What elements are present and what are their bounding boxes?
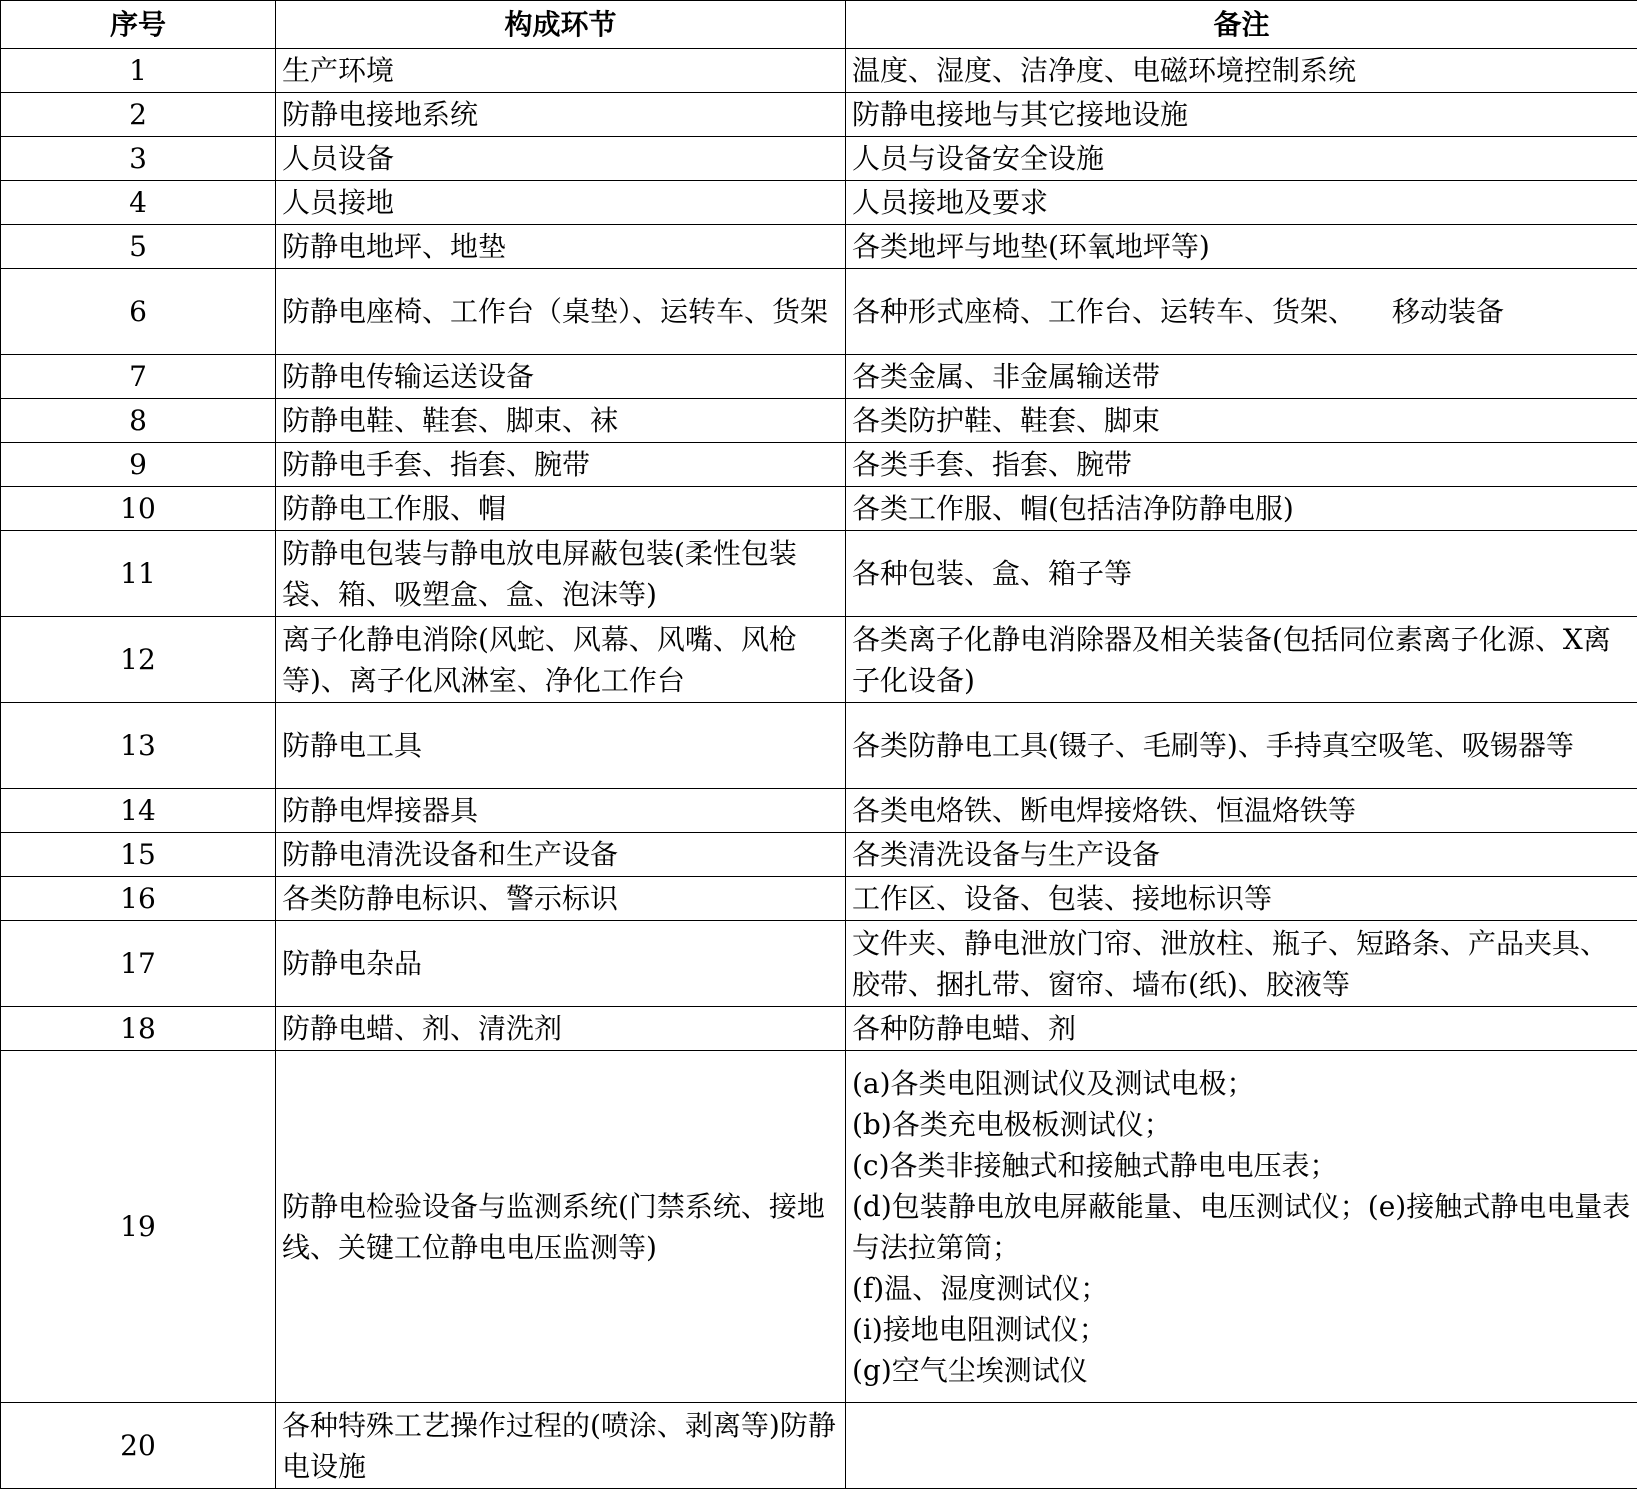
row-note: 各种防静电蜡、剂 [846, 1007, 1637, 1051]
row-note: 各类地坪与地垫(环氧地坪等) [846, 225, 1637, 269]
table-row [1, 137, 1637, 181]
table-row [1, 181, 1637, 225]
table-row [1, 1403, 1637, 1489]
row-note [846, 1051, 1637, 1403]
row-number: 7 [1, 355, 276, 399]
row-part: 防静电地坪、地垫 [276, 225, 846, 269]
row-part: 生产环境 [276, 49, 846, 93]
note-line: (i)接地电阻测试仪； [852, 1312, 1107, 1346]
note-line: (a)各类电阻测试仪及测试电极； [852, 1066, 1255, 1100]
header-part: 构成环节 [276, 1, 846, 49]
table-row [1, 921, 1637, 1007]
row-note: 防静电接地与其它接地设施 [846, 93, 1637, 137]
row-part: 防静电焊接器具 [276, 789, 846, 833]
row-note: 各种包装、盒、箱子等 [846, 531, 1637, 617]
table-row [1, 355, 1637, 399]
table-row [1, 49, 1637, 93]
row-note: 各类金属、非金属输送带 [846, 355, 1637, 399]
table-row [1, 703, 1637, 789]
row-part: 防静电蜡、剂、清洗剂 [276, 1007, 846, 1051]
note-line: (g)空气尘埃测试仪 [852, 1353, 1088, 1387]
row-note [846, 269, 1637, 355]
table-row [1, 269, 1637, 355]
table-row [1, 833, 1637, 877]
note-line: (f)温、湿度测试仪； [852, 1271, 1109, 1305]
row-number: 15 [1, 833, 276, 877]
row-note: 各类电烙铁、断电焊接烙铁、恒温烙铁等 [846, 789, 1637, 833]
row-note: 各类防静电工具(镊子、毛刷等)、手持真空吸笔、吸锡器等 [846, 703, 1637, 789]
row-number: 14 [1, 789, 276, 833]
row-number: 16 [1, 877, 276, 921]
row-number: 1 [1, 49, 276, 93]
table-row [1, 789, 1637, 833]
row-part: 各类防静电标识、警示标识 [276, 877, 846, 921]
row-part: 防静电工作服、帽 [276, 487, 846, 531]
row-note: 各类工作服、帽(包括洁净防静电服) [846, 487, 1637, 531]
row-number: 11 [1, 531, 276, 617]
row-note [846, 1403, 1637, 1489]
row-part: 各种特殊工艺操作过程的(喷涂、剥离等)防静电设施 [276, 1403, 846, 1489]
row-number: 12 [1, 617, 276, 703]
row-part: 防静电杂品 [276, 921, 846, 1007]
row-note: 工作区、设备、包装、接地标识等 [846, 877, 1637, 921]
note-line: (c)各类非接触式和接触式静电电压表； [852, 1148, 1338, 1182]
row-number: 18 [1, 1007, 276, 1051]
table-row [1, 225, 1637, 269]
row-number: 8 [1, 399, 276, 443]
row-part: 防静电检验设备与监测系统(门禁系统、接地线、关键工位静电电压监测等) [276, 1051, 846, 1403]
row-number: 10 [1, 487, 276, 531]
row-number: 3 [1, 137, 276, 181]
row-part: 离子化静电消除(风蛇、风幕、风嘴、风枪等)、离子化风淋室、净化工作台 [276, 617, 846, 703]
row-part: 防静电包装与静电放电屏蔽包装(柔性包装袋、箱、吸塑盒、盒、泡沫等) [276, 531, 846, 617]
row-note: 各类离子化静电消除器及相关装备(包括同位素离子化源、X离子化设备) [846, 617, 1637, 703]
row-part: 防静电鞋、鞋套、脚束、袜 [276, 399, 846, 443]
row-note-text: 各种形式座椅、工作台、运转车、货架、 [852, 295, 1357, 328]
row-part: 防静电接地系统 [276, 93, 846, 137]
row-part: 防静电传输运送设备 [276, 355, 846, 399]
row-note: 温度、湿度、洁净度、电磁环境控制系统 [846, 49, 1637, 93]
row-number: 4 [1, 181, 276, 225]
row-part: 防静电手套、指套、腕带 [276, 443, 846, 487]
header-note: 备注 [846, 1, 1637, 49]
row-part: 人员接地 [276, 181, 846, 225]
row-number: 19 [1, 1051, 276, 1403]
table-row [1, 617, 1637, 703]
row-part: 防静电清洗设备和生产设备 [276, 833, 846, 877]
row-note: 各类手套、指套、腕带 [846, 443, 1637, 487]
table-row [1, 443, 1637, 487]
row-note: 文件夹、静电泄放门帘、泄放柱、瓶子、短路条、产品夹具、胶带、捆扎带、窗帘、墙布(纸)、胶液等 [846, 921, 1637, 1007]
table-row [1, 93, 1637, 137]
table-row [1, 399, 1637, 443]
table-row [1, 1007, 1637, 1051]
row-note: 各类清洗设备与生产设备 [846, 833, 1637, 877]
table-row [1, 1051, 1637, 1403]
row-number: 17 [1, 921, 276, 1007]
row-number: 9 [1, 443, 276, 487]
row-part: 防静电工具 [276, 703, 846, 789]
header-row [1, 1, 1637, 49]
note-line: (d)包装静电放电屏蔽能量、电压测试仪；(e)接触式静电电量表与法拉第筒； [852, 1189, 1631, 1264]
row-number: 20 [1, 1403, 276, 1489]
note-line: (b)各类充电极板测试仪； [852, 1107, 1172, 1141]
row-note: 人员与设备安全设施 [846, 137, 1637, 181]
table-row [1, 487, 1637, 531]
row-note-text: 移动装备 [1392, 295, 1505, 328]
row-number: 2 [1, 93, 276, 137]
row-part: 防静电座椅、工作台（桌垫）、运转车、货架 [276, 269, 846, 355]
row-part: 人员设备 [276, 137, 846, 181]
table-row [1, 531, 1637, 617]
row-note: 人员接地及要求 [846, 181, 1637, 225]
table-row [1, 877, 1637, 921]
row-number: 6 [1, 269, 276, 355]
row-number: 13 [1, 703, 276, 789]
row-number: 5 [1, 225, 276, 269]
row-note: 各类防护鞋、鞋套、脚束 [846, 399, 1637, 443]
header-no: 序号 [1, 1, 276, 49]
